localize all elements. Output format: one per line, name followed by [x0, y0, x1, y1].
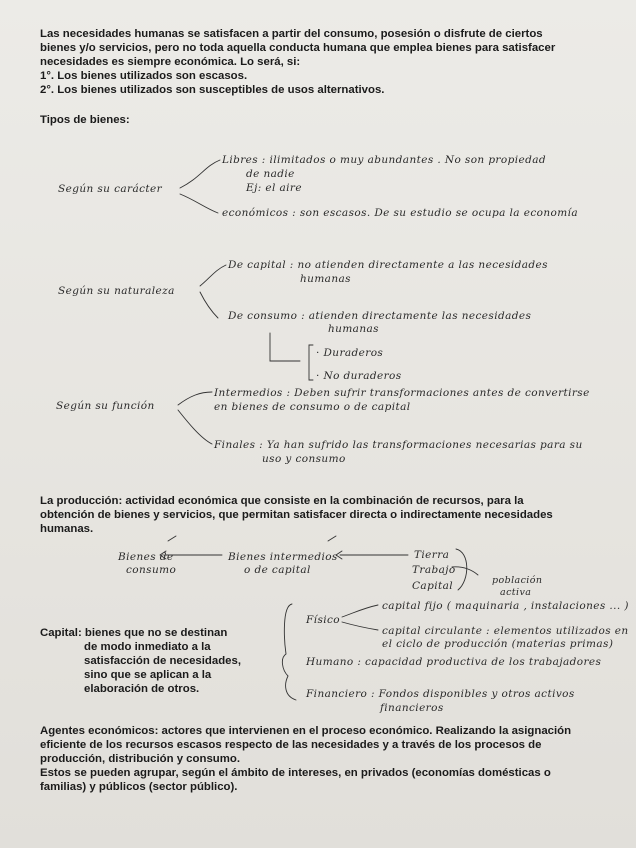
agentes-line-5: familias) y públicos (sector público).	[40, 781, 238, 793]
capital-def-line-2: de modo inmediato a la	[84, 641, 211, 653]
capital-def-line-4: sino que se aplican a la	[84, 669, 212, 681]
naturaleza-branch-upper	[200, 265, 226, 286]
poblacion-activa-line-1: población	[492, 575, 543, 586]
capital-goods-line-2: humanas	[300, 273, 351, 285]
flow-tick-2	[328, 536, 336, 541]
agentes-line-2: eficiente de los recursos escasos respecto de las necesidades y a través de los procesos de	[40, 739, 542, 751]
duraderos-bracket	[309, 345, 313, 380]
bienes-consumo-line-1: Bienes de	[118, 551, 174, 563]
bienes-intermedios-line-2: o de capital	[244, 564, 311, 576]
funcion-branch-lower	[178, 410, 212, 444]
intermedios-line-1: Intermedios : Deben sufrir transformaciones antes de convertirse	[214, 387, 590, 399]
capital-fisico-label: Físico	[306, 614, 340, 626]
libres-line-2: de nadie	[246, 168, 295, 180]
agentes-line-3: producción, distribución y consumo.	[40, 753, 240, 765]
naturaleza-branch-lower	[200, 292, 218, 318]
capital-def-line-1: Capital: bienes que no se destinan	[40, 627, 228, 639]
capital-circulante-line-1: capital circulante : elementos utilizados en	[382, 625, 629, 637]
factor-tierra: Tierra	[414, 549, 450, 561]
poblacion-activa-line-2: activa	[500, 587, 532, 598]
bienes-intermedios-line-1: Bienes intermedios	[228, 551, 338, 563]
condition-2: 2°. Los bienes utilizados son susceptibles de usos alternativos.	[40, 84, 385, 96]
capital-big-bracket	[282, 604, 296, 700]
capital-financiero-line-2: financieros	[380, 702, 444, 714]
factors-bracket	[456, 549, 467, 590]
factor-capital: Capital	[412, 580, 454, 592]
capital-fijo-line: capital fijo ( maquinaria , instalaciones ... )	[382, 600, 629, 612]
agentes-line-4: Estos se pueden agrupar, según el ámbito de intereses, en privados (economías domésticas o	[40, 767, 551, 779]
consumo-line-1: De consumo : atienden directamente las necesidades	[228, 310, 532, 322]
intermedios-line-2: en bienes de consumo o de capital	[214, 401, 411, 413]
capital-def-line-5: elaboración de otros.	[84, 683, 200, 695]
capital-humano-line: Humano : capacidad productiva de los trabajadores	[306, 656, 602, 668]
produccion-line-3: humanas.	[40, 523, 94, 535]
finales-line-1: Finales : Ya han sufrido las transformaciones necesarias para su	[214, 439, 583, 451]
trabajo-link	[452, 567, 478, 575]
produccion-line-2: obtención de bienes y servicios, que permitan satisfacer directa o indirectamente necesidades	[40, 509, 553, 521]
intro-line-2: bienes y/o servicios, pero no toda aquella conducta humana que emplea bienes para satisfacer	[40, 42, 556, 54]
fisico-branch-lower	[342, 622, 378, 630]
factor-trabajo: Trabajo	[412, 564, 456, 576]
naturaleza-label: Según su naturaleza	[58, 285, 175, 297]
finales-line-2: uso y consumo	[262, 453, 346, 465]
bienes-consumo-line-2: consumo	[126, 564, 177, 576]
consumo-line-2: humanas	[328, 323, 379, 335]
capital-circulante-line-2: el ciclo de producción (materias primas)	[382, 638, 614, 650]
tipos-heading: Tipos de bienes:	[40, 114, 130, 126]
flow-tick-1	[168, 536, 176, 541]
funcion-branch-upper	[178, 392, 212, 405]
capital-financiero-line-1: Financiero : Fondos disponibles y otros activos	[306, 688, 575, 700]
consumo-arrow	[270, 333, 300, 361]
economicos-line: económicos : son escasos. De su estudio se ocupa la economía	[222, 207, 578, 219]
fisico-branch-upper	[342, 605, 378, 617]
caracter-branch-lower	[180, 194, 218, 213]
caracter-label: Según su carácter	[58, 183, 163, 195]
duraderos-item: · Duraderos	[316, 347, 384, 359]
capital-goods-line-1: De capital : no atienden directamente a las necesidades	[228, 259, 548, 271]
produccion-line-1: La producción: actividad económica que consiste en la combinación de recursos, para la	[40, 495, 524, 507]
caracter-branch-upper	[180, 160, 220, 188]
libres-line-3: Ej: el aire	[246, 182, 302, 194]
condition-1: 1°. Los bienes utilizados son escasos.	[40, 70, 248, 82]
agentes-line-1: Agentes económicos: actores que intervienen en el proceso económico. Realizando la asignación	[40, 725, 572, 737]
no-duraderos-item: · No duraderos	[316, 370, 402, 382]
funcion-label: Según su función	[56, 400, 155, 412]
libres-line-1: Libres : ilimitados o muy abundantes . No son propiedad	[222, 154, 546, 166]
intro-line-3: necesidades es siempre económica. Lo será, si:	[40, 56, 301, 68]
capital-def-line-3: satisfacción de necesidades,	[84, 655, 242, 667]
intro-line-1: Las necesidades humanas se satisfacen a partir del consumo, posesión o disfrute de ciertos	[40, 28, 543, 40]
